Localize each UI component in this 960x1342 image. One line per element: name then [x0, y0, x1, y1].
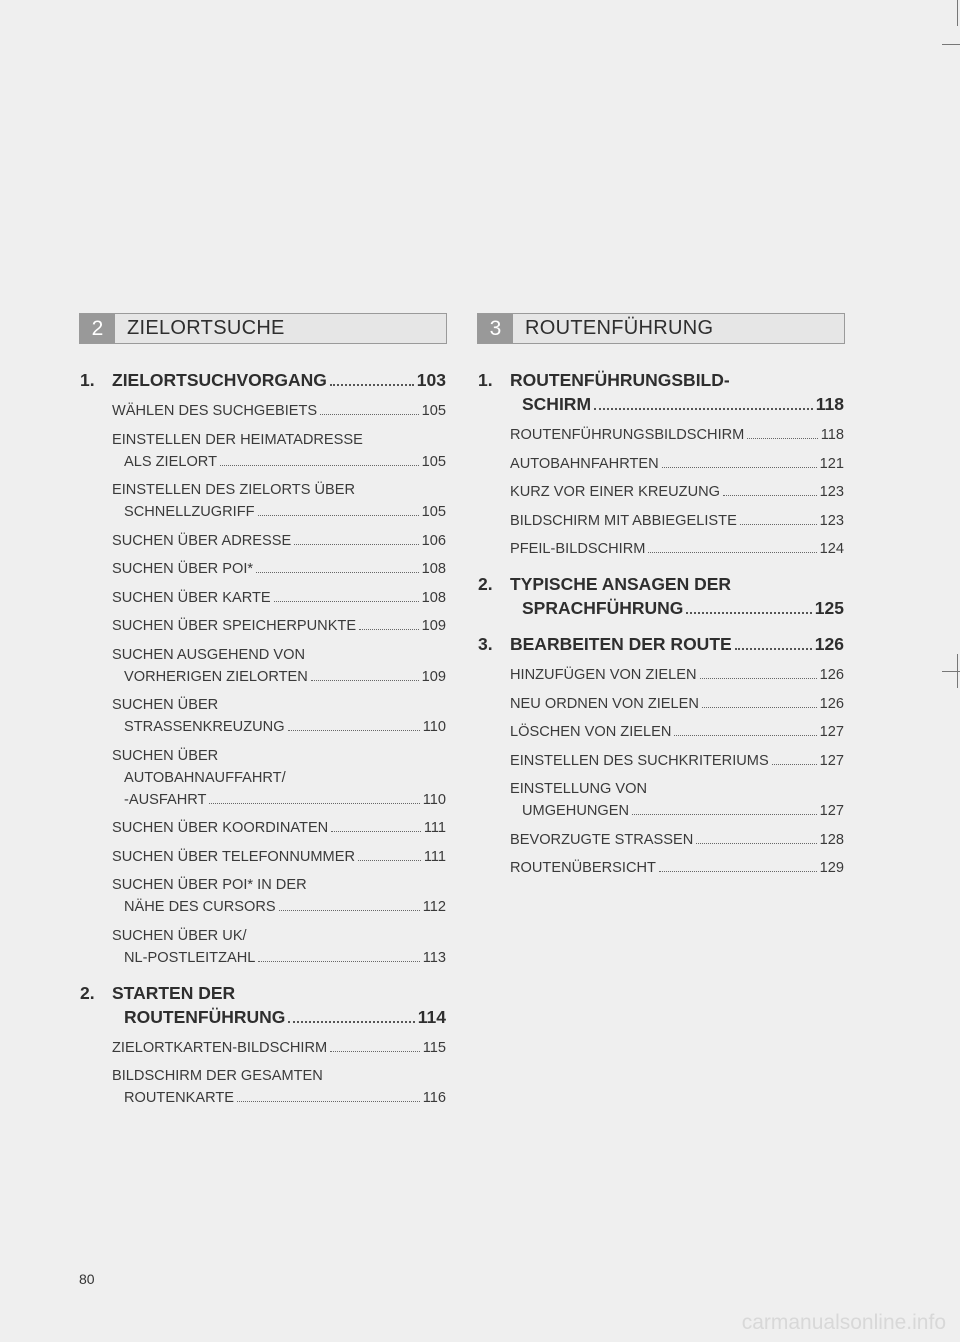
entry-text: BILDSCHIRM DER GESAMTEN — [112, 1068, 323, 1084]
entry-text: STARTEN DER — [112, 982, 236, 1003]
toc-entry[interactable] — [478, 453, 844, 475]
dot-leader — [330, 1051, 420, 1052]
section-header-left — [79, 313, 447, 344]
dot-leader — [288, 730, 420, 731]
entry-line — [112, 981, 446, 1005]
page-ref[interactable]: 124 — [819, 541, 844, 557]
dot-leader — [648, 552, 816, 553]
dot-leader — [702, 707, 817, 708]
page-ref[interactable]: 110 — [422, 791, 446, 808]
toc-entry[interactable] — [478, 857, 844, 879]
entry-line — [510, 424, 844, 446]
page-ref[interactable]: 121 — [819, 455, 844, 472]
dot-leader — [288, 1021, 414, 1023]
dot-leader — [320, 414, 418, 415]
toc-entry[interactable] — [80, 400, 446, 422]
entry-text: -AUSFAHRT — [124, 791, 207, 808]
entry-text: ZIELORTKARTEN-BILDSCHIRM — [112, 1039, 328, 1056]
toc-entry-list — [478, 664, 844, 879]
entry-text: ALS ZIELORT — [124, 453, 217, 470]
entry-line — [112, 666, 446, 688]
toc-entry[interactable] — [80, 558, 446, 580]
entry-line — [510, 481, 844, 503]
page-ref[interactable]: 127 — [819, 803, 844, 819]
entry-text: BILDSCHIRM MIT ABBIEGELISTE — [510, 512, 737, 529]
entry-text: ROUTENFÜHRUNG — [124, 1006, 286, 1027]
page-ref[interactable]: 112 — [422, 899, 446, 915]
dot-leader — [256, 572, 419, 573]
page-ref[interactable]: 118 — [815, 394, 844, 414]
toc-entry[interactable] — [80, 817, 446, 839]
dot-leader — [772, 764, 817, 765]
page-ref[interactable]: 123 — [819, 512, 844, 529]
page-ref[interactable]: 114 — [417, 1006, 446, 1027]
entry-line — [112, 1005, 446, 1029]
toc-entry[interactable] — [80, 925, 446, 969]
toc-chapter — [80, 981, 446, 1110]
entry-text: SUCHEN ÜBER KOORDINATEN — [112, 820, 329, 836]
toc-entry[interactable] — [478, 538, 844, 560]
page-ref[interactable]: 111 — [423, 848, 446, 865]
entry-line — [510, 538, 844, 560]
dot-leader — [220, 465, 419, 466]
entry-line — [510, 453, 844, 475]
entry-line — [510, 596, 844, 620]
page-ref[interactable]: 108 — [421, 561, 446, 577]
toc-chapter — [478, 572, 844, 620]
entry-line — [112, 368, 446, 392]
entry-line — [510, 721, 844, 743]
toc-entry[interactable] — [478, 510, 844, 532]
entry-line — [112, 1087, 446, 1109]
dot-leader — [258, 515, 419, 516]
toc-chapter — [478, 632, 844, 879]
toc-entry[interactable] — [478, 481, 844, 503]
entry-text: LÖSCHEN VON ZIELEN — [510, 724, 672, 740]
entry-line — [112, 1037, 446, 1059]
page-ref[interactable]: 116 — [422, 1090, 446, 1106]
entry-line — [112, 479, 446, 501]
entry-text: TYPISCHE ANSAGEN DER — [510, 574, 732, 594]
entry-text: SUCHEN ÜBER KARTE — [112, 589, 271, 606]
entry-text: SUCHEN ÜBER POI* — [112, 561, 254, 577]
entry-text: SUCHEN ÜBER — [112, 697, 219, 713]
toc-entry[interactable] — [478, 424, 844, 446]
entry-text: NL-POSTLEITZAHL — [124, 949, 256, 966]
entry-line — [112, 615, 446, 637]
dot-leader — [258, 961, 419, 962]
entry-text: NEU ORDNEN VON ZIELEN — [510, 695, 699, 712]
entry-line — [112, 501, 446, 523]
chapter-heading[interactable] — [80, 981, 446, 1029]
entry-line — [112, 896, 446, 918]
dot-leader — [358, 860, 421, 861]
page-ref[interactable]: 126 — [814, 634, 844, 654]
entry-line — [112, 874, 446, 896]
dot-leader — [331, 831, 421, 832]
entry-text: EINSTELLUNG VON — [510, 781, 648, 797]
dot-leader — [700, 678, 817, 679]
entry-line — [112, 789, 446, 811]
page-ref[interactable]: 126 — [819, 667, 844, 683]
toc-column-right — [478, 368, 844, 891]
page-ref[interactable]: 126 — [819, 695, 844, 712]
entry-text: ROUTENFÜHRUNGSBILDSCHIRM — [510, 427, 745, 443]
entry-text: SUCHEN AUSGEHEND VON — [112, 646, 305, 663]
page-ref[interactable]: 127 — [819, 724, 844, 740]
page-ref[interactable]: 128 — [819, 831, 844, 848]
toc-entry[interactable] — [478, 664, 844, 686]
entry-line — [112, 429, 446, 451]
page-ref[interactable]: 109 — [421, 668, 446, 685]
toc-chapter — [80, 368, 446, 969]
toc-entry[interactable] — [478, 721, 844, 743]
entry-line — [112, 587, 446, 609]
page-ref[interactable]: 105 — [421, 453, 446, 470]
dot-leader — [279, 910, 420, 911]
entry-line — [112, 925, 446, 947]
toc-column-left — [80, 368, 446, 1121]
dot-leader — [294, 544, 418, 545]
toc-entry[interactable] — [80, 1037, 446, 1059]
entry-text: SUCHEN ÜBER TELEFONNUMMER — [112, 848, 355, 865]
entry-line — [510, 829, 844, 851]
crop-mark — [942, 44, 960, 45]
dot-leader — [311, 680, 419, 681]
chapter-number: 1. — [478, 370, 493, 390]
entry-text: VORHERIGEN ZIELORTEN — [124, 668, 308, 685]
toc-entry[interactable] — [80, 846, 446, 868]
toc-entry-list — [80, 1037, 446, 1110]
toc-entry[interactable] — [80, 874, 446, 918]
toc-entry[interactable] — [478, 693, 844, 715]
entry-text: ROUTENFÜHRUNGSBILD- — [510, 370, 730, 390]
toc-entry[interactable] — [80, 530, 446, 552]
chapter-number: 2. — [80, 982, 95, 1003]
toc-entry[interactable] — [80, 479, 446, 523]
toc-entry[interactable] — [478, 750, 844, 772]
entry-text: BEARBEITEN DER ROUTE — [510, 634, 732, 654]
chapter-number: 3. — [478, 634, 493, 654]
entry-line — [510, 750, 844, 772]
entry-text: SUCHEN ÜBER POI* IN DER — [112, 877, 307, 893]
dot-leader — [359, 629, 419, 630]
dot-leader — [686, 612, 811, 614]
toc-entry[interactable] — [80, 745, 446, 811]
chapter-number: 2. — [478, 574, 493, 594]
dot-leader — [747, 438, 817, 439]
dot-leader — [632, 814, 817, 815]
crop-mark — [957, 0, 958, 26]
entry-line — [510, 510, 844, 532]
chapter-number: 1. — [80, 370, 95, 390]
dot-leader — [330, 384, 414, 386]
entry-text: ZIELORTSUCHVORGANG — [112, 370, 327, 390]
entry-text: EINSTELLEN DES SUCHKRITERIUMS — [510, 752, 769, 769]
dot-leader — [237, 1101, 420, 1102]
page-number: 80 — [79, 1271, 95, 1287]
entry-line — [112, 716, 446, 738]
section-number: 3 — [478, 314, 513, 343]
chapter-heading[interactable] — [80, 368, 446, 392]
entry-line — [112, 644, 446, 666]
entry-text: AUTOBAHNFAHRTEN — [510, 455, 659, 472]
page-ref[interactable]: 118 — [820, 427, 844, 443]
page-ref[interactable]: 123 — [819, 484, 844, 500]
entry-text: PFEIL-BILDSCHIRM — [510, 541, 646, 557]
dot-leader — [735, 648, 812, 650]
dot-leader — [659, 871, 817, 872]
page-ref[interactable]: 110 — [422, 719, 446, 735]
section-header-right — [477, 313, 845, 344]
dot-leader — [274, 601, 419, 602]
entry-line — [112, 947, 446, 969]
toc-entry[interactable] — [80, 1065, 446, 1109]
toc-chapter — [478, 368, 844, 560]
entry-text: SUCHEN ÜBER SPEICHERPUNKTE — [112, 618, 357, 634]
entry-line — [510, 632, 844, 656]
entry-line — [112, 694, 446, 716]
page-ref[interactable]: 113 — [422, 949, 446, 966]
entry-line — [112, 767, 446, 789]
entry-text: SCHIRM — [522, 394, 592, 414]
watermark: carmanualsonline.info — [741, 1311, 946, 1334]
toc-entry-list — [478, 424, 844, 560]
entry-line — [112, 846, 446, 868]
page-ref[interactable]: 108 — [421, 589, 446, 606]
dot-leader — [696, 843, 816, 844]
dot-leader — [662, 467, 817, 468]
entry-line — [112, 400, 446, 422]
page-ref[interactable]: 106 — [421, 532, 446, 549]
page-ref[interactable]: 109 — [421, 618, 446, 634]
entry-text: EINSTELLEN DES ZIELORTS ÜBER — [112, 482, 356, 498]
page-ref[interactable]: 103 — [416, 370, 446, 390]
entry-line — [112, 451, 446, 473]
page-ref[interactable]: 129 — [819, 860, 844, 876]
entry-text: BEVORZUGTE STRASSEN — [510, 831, 694, 848]
entry-text: KURZ VOR EINER KREUZUNG — [510, 484, 721, 500]
entry-text: SPRACHFÜHRUNG — [522, 598, 684, 618]
dot-leader — [594, 408, 813, 410]
chapter-heading[interactable] — [478, 572, 844, 620]
dot-leader — [740, 524, 817, 525]
entry-line — [510, 693, 844, 715]
entry-text: SUCHEN ÜBER — [112, 747, 219, 764]
section-title: ROUTENFÜHRUNG — [525, 317, 714, 339]
entry-line — [112, 1065, 446, 1087]
entry-text: NÄHE DES CURSORS — [124, 899, 276, 915]
toc-entry[interactable] — [80, 644, 446, 688]
entry-text: WÄHLEN DES SUCHGEBIETS — [112, 403, 318, 419]
chapter-heading[interactable] — [478, 368, 844, 416]
entry-line — [510, 664, 844, 686]
entry-text: EINSTELLEN DER HEIMATADRESSE — [112, 431, 363, 448]
entry-line — [510, 778, 844, 800]
chapter-heading[interactable] — [478, 632, 844, 656]
toc-entry[interactable] — [478, 778, 844, 822]
toc-entry[interactable] — [478, 829, 844, 851]
page-ref[interactable]: 105 — [421, 504, 446, 520]
entry-text: SCHNELLZUGRIFF — [124, 504, 255, 520]
entry-text: SUCHEN ÜBER UK/ — [112, 927, 247, 944]
section-title: ZIELORTSUCHE — [127, 317, 285, 339]
entry-line — [510, 572, 844, 596]
page-ref[interactable]: 127 — [819, 752, 844, 769]
toc-entry[interactable] — [80, 615, 446, 637]
page-ref[interactable]: 111 — [423, 820, 446, 836]
entry-line — [510, 857, 844, 879]
entry-text: ROUTENÜBERSICHT — [510, 860, 656, 876]
entry-line — [510, 392, 844, 416]
page-ref[interactable]: 115 — [422, 1039, 446, 1056]
entry-text: UMGEHUNGEN — [522, 803, 630, 819]
entry-line — [112, 530, 446, 552]
page-ref[interactable]: 125 — [814, 598, 844, 618]
entry-line — [112, 558, 446, 580]
toc-entry-list — [80, 400, 446, 969]
entry-line — [112, 745, 446, 767]
toc-entry[interactable] — [80, 587, 446, 609]
entry-line — [510, 800, 844, 822]
crop-mark — [942, 671, 960, 672]
entry-text: ROUTENKARTE — [124, 1090, 235, 1106]
entry-line — [510, 368, 844, 392]
page-ref[interactable]: 105 — [421, 403, 446, 419]
toc-entry[interactable] — [80, 694, 446, 738]
dot-leader — [723, 495, 817, 496]
entry-line — [112, 817, 446, 839]
section-number: 2 — [80, 314, 115, 343]
entry-text: AUTOBAHNAUFFAHRT/ — [124, 769, 286, 786]
entry-text: SUCHEN ÜBER ADRESSE — [112, 532, 292, 549]
entry-text: HINZUFÜGEN VON ZIELEN — [510, 667, 697, 683]
dot-leader — [209, 803, 419, 804]
entry-text: STRASSENKREUZUNG — [124, 719, 285, 735]
toc-entry[interactable] — [80, 429, 446, 473]
dot-leader — [674, 735, 816, 736]
